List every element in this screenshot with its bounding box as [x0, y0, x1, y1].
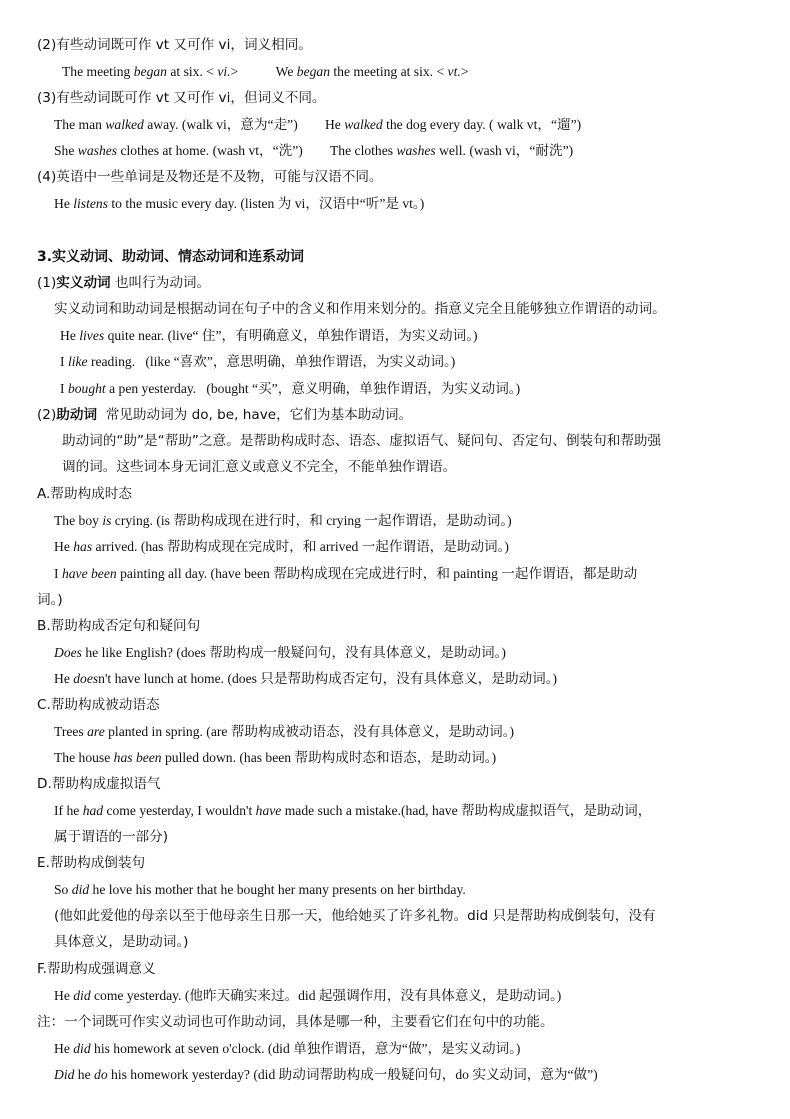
text-run: the meeting at six. < — [330, 64, 448, 79]
text-line — [54, 565, 780, 583]
text-line — [54, 195, 780, 213]
text-line — [60, 380, 780, 398]
emphasis-text: Did — [54, 1067, 75, 1082]
text-run: The house — [54, 750, 114, 765]
text-run: He — [54, 988, 74, 1003]
text-run: He — [60, 328, 80, 343]
text-run: (他如此爱他的母亲以至于他母亲生日那一天，他给她买了许多礼物。did 只是帮助构成倒装句，没有 — [54, 908, 656, 924]
emphasis-text: walked — [105, 117, 144, 132]
emphasis-text: is — [102, 513, 112, 528]
text-run: (4)英语中一些单词是及物还是不及物，可能与汉语不同。 — [37, 169, 383, 185]
text-run: away. (walk vi，意为“走”) — [143, 117, 298, 132]
text-line — [62, 63, 780, 81]
emphasis-text: did — [73, 1041, 91, 1056]
text-run: The meeting — [62, 64, 134, 79]
text-run: E.帮助构成倒装句 — [37, 855, 146, 871]
text-run: 实义动词和助动词是根据动词在句子中的含义和作用来划分的。指意义完全且能够独立作谓语的动词。 — [54, 301, 666, 317]
text-line — [54, 644, 780, 662]
text-run: I — [54, 566, 62, 581]
text-run: (3)有些动词既可作 vt 又可作 vi，但词义不同。 — [37, 90, 326, 106]
text-line — [62, 458, 780, 476]
text-run: I — [60, 354, 68, 369]
text-run: (2) — [37, 407, 57, 423]
emphasis-text: lives — [79, 328, 105, 343]
emphasis-text: began — [296, 64, 330, 79]
text-line — [54, 987, 780, 1005]
text-run: reading. (like “喜欢”，意思明确，单独作谓语，为实义动词。) — [87, 354, 456, 369]
text-run: his homework yesterday? (did 助动词帮助构成一般疑问句，do 实义动词，意为“做”) — [107, 1067, 598, 1082]
text-line — [54, 723, 780, 741]
text-line — [54, 828, 780, 846]
text-run: come yesterday, I wouldn't — [103, 803, 256, 818]
text-run: He — [54, 671, 74, 686]
text-run: He — [54, 196, 74, 211]
text-run: he — [74, 1067, 95, 1082]
text-run: he love his mother that he bought her many presents on her birthday. — [89, 882, 466, 897]
text-line — [54, 300, 780, 318]
text-line — [37, 960, 780, 978]
text-line — [37, 406, 780, 424]
text-run: come yesterday. (他昨天确实来过。did 起强调作用，没有具体意义，是助动词。) — [90, 988, 562, 1003]
emphasis-text: Does — [54, 645, 82, 660]
emphasis-text: vt. — [447, 64, 461, 79]
text-run: a pen yesterday. (bought “买”，意义明确，单独作谓语，为实义动词。) — [105, 381, 521, 396]
text-run: 也叫行为动词。 — [110, 275, 211, 291]
text-line — [54, 142, 780, 160]
text-line — [37, 36, 780, 54]
text-line — [37, 248, 780, 266]
text-line — [37, 617, 780, 635]
text-run: planted in spring. (are 帮助构成被动语态，没有具体意义，是助动词。) — [104, 724, 515, 739]
emphasis-text: have been — [61, 566, 117, 581]
text-run: A.帮助构成时态 — [37, 486, 132, 502]
text-run: > — [230, 64, 239, 79]
text-run: well. (wash vi，“耐洗”) — [435, 143, 574, 158]
text-run: n't have lunch at home. (does 只是帮助构成否定句，没有具体意义，是助动词。) — [98, 671, 558, 686]
text-line — [60, 353, 780, 371]
emphasis-text: washes — [77, 143, 118, 158]
text-line — [54, 670, 780, 688]
text-run: B.帮助构成否定句和疑问句 — [37, 618, 201, 634]
text-line — [60, 327, 780, 345]
text-run: 常见助动词为 do, be, have，它们为基本助动词。 — [97, 407, 413, 423]
text-run: F.帮助构成强调意义 — [37, 961, 156, 977]
text-run: So — [54, 882, 72, 897]
emphasis-text: did — [73, 988, 91, 1003]
text-run: at six. < — [166, 64, 218, 79]
text-line — [54, 1040, 780, 1058]
text-run: 具体意义，是助动词。) — [54, 934, 189, 950]
text-run: his homework at seven o'clock. (did 单独作谓语，意为“做”，是实义动词。) — [90, 1041, 521, 1056]
text-run: 调的词。这些词本身无词汇意义或意义不完全，不能单独作谓语。 — [62, 459, 457, 475]
text-line — [54, 802, 780, 820]
text-run: I — [60, 381, 68, 396]
text-line — [54, 749, 780, 767]
emphasis-text: had — [82, 803, 104, 818]
bold-term: 助动词 — [56, 407, 98, 423]
text-run: C.帮助构成被动语态 — [37, 697, 160, 713]
text-run: We — [238, 64, 297, 79]
text-run: (1) — [37, 275, 57, 291]
text-run: arrived. (has 帮助构成现在完成时，和 arrived 一起作谓语，是助动词。) — [92, 539, 509, 554]
text-run: He — [297, 117, 345, 132]
text-line — [37, 168, 780, 186]
emphasis-text: does — [73, 671, 99, 686]
text-run: 词。) — [37, 592, 63, 608]
text-line — [37, 775, 780, 793]
text-run: He — [54, 1041, 74, 1056]
emphasis-text: listens — [73, 196, 108, 211]
emphasis-text: washes — [396, 143, 436, 158]
emphasis-text: vi. — [217, 64, 231, 79]
text-line — [54, 907, 780, 925]
text-run: 属于谓语的一部分) — [54, 829, 169, 845]
text-run: The clothes — [302, 143, 397, 158]
text-line — [37, 89, 780, 107]
text-run: the dog every day. ( walk vt，“遛”) — [382, 117, 582, 132]
text-run: 注：一个词既可作实义动词也可作助动词，具体是哪一种，主要看它们在句中的功能。 — [37, 1014, 554, 1030]
text-line — [37, 1013, 780, 1031]
text-run: 助动词的“助”是“帮助”之意。是帮助构成时态、语态、虚拟语气、疑问句、否定句、倒装句和帮助强 — [62, 433, 662, 449]
text-run: crying. (is 帮助构成现在进行时，和 crying 一起作谓语，是助动词。) — [111, 513, 512, 528]
text-line — [54, 116, 780, 134]
emphasis-text: has been — [113, 750, 162, 765]
emphasis-text: have — [255, 803, 282, 818]
text-run: > — [460, 64, 469, 79]
text-line — [62, 432, 780, 450]
emphasis-text: do — [94, 1067, 108, 1082]
text-run: pulled down. (has been 帮助构成时态和语态，是助动词。) — [161, 750, 497, 765]
text-run: 3.实义动词、助动词、情态动词和连系动词 — [37, 249, 305, 265]
text-run: made such a mistake.(had, have 帮助构成虚拟语气，是助动词， — [281, 803, 652, 818]
text-run: (2)有些动词既可作 vt 又可作 vi，词义相同。 — [37, 37, 312, 53]
text-run: he like English? (does 帮助构成一般疑问句，没有具体意义，是助动词。) — [81, 645, 506, 660]
text-line — [54, 512, 780, 530]
emphasis-text: bought — [67, 381, 106, 396]
emphasis-text: walked — [344, 117, 383, 132]
text-run: quite near. (live“ 住”，有明确意义，单独作谓语，为实义动词。) — [104, 328, 478, 343]
text-line — [54, 933, 780, 951]
text-line — [54, 1066, 780, 1084]
emphasis-text: began — [133, 64, 167, 79]
emphasis-text: like — [67, 354, 88, 369]
text-run: The man — [54, 117, 106, 132]
text-run: If he — [54, 803, 83, 818]
text-run: D.帮助构成虚拟语气 — [37, 776, 161, 792]
text-line — [37, 854, 780, 872]
text-line — [37, 591, 780, 609]
text-run: He — [54, 539, 74, 554]
text-line — [54, 538, 780, 556]
text-line — [37, 485, 780, 503]
emphasis-text: did — [71, 882, 90, 897]
text-run: painting all day. (have been 帮助构成现在完成进行时，和 painting 一起作谓语，都是助动 — [116, 566, 638, 581]
text-line — [37, 274, 780, 292]
emphasis-text: has — [73, 539, 93, 554]
text-run: to the music every day. (listen 为 vi，汉语中“听”是 vt。) — [108, 196, 425, 211]
text-line — [37, 696, 780, 714]
bold-term: 实义动词 — [56, 275, 111, 291]
text-line — [54, 881, 780, 899]
text-run: She — [54, 143, 78, 158]
emphasis-text: are — [87, 724, 105, 739]
text-run: The boy — [54, 513, 103, 528]
text-run: clothes at home. (wash vt，“洗”) — [117, 143, 303, 158]
text-run: Trees — [54, 724, 88, 739]
